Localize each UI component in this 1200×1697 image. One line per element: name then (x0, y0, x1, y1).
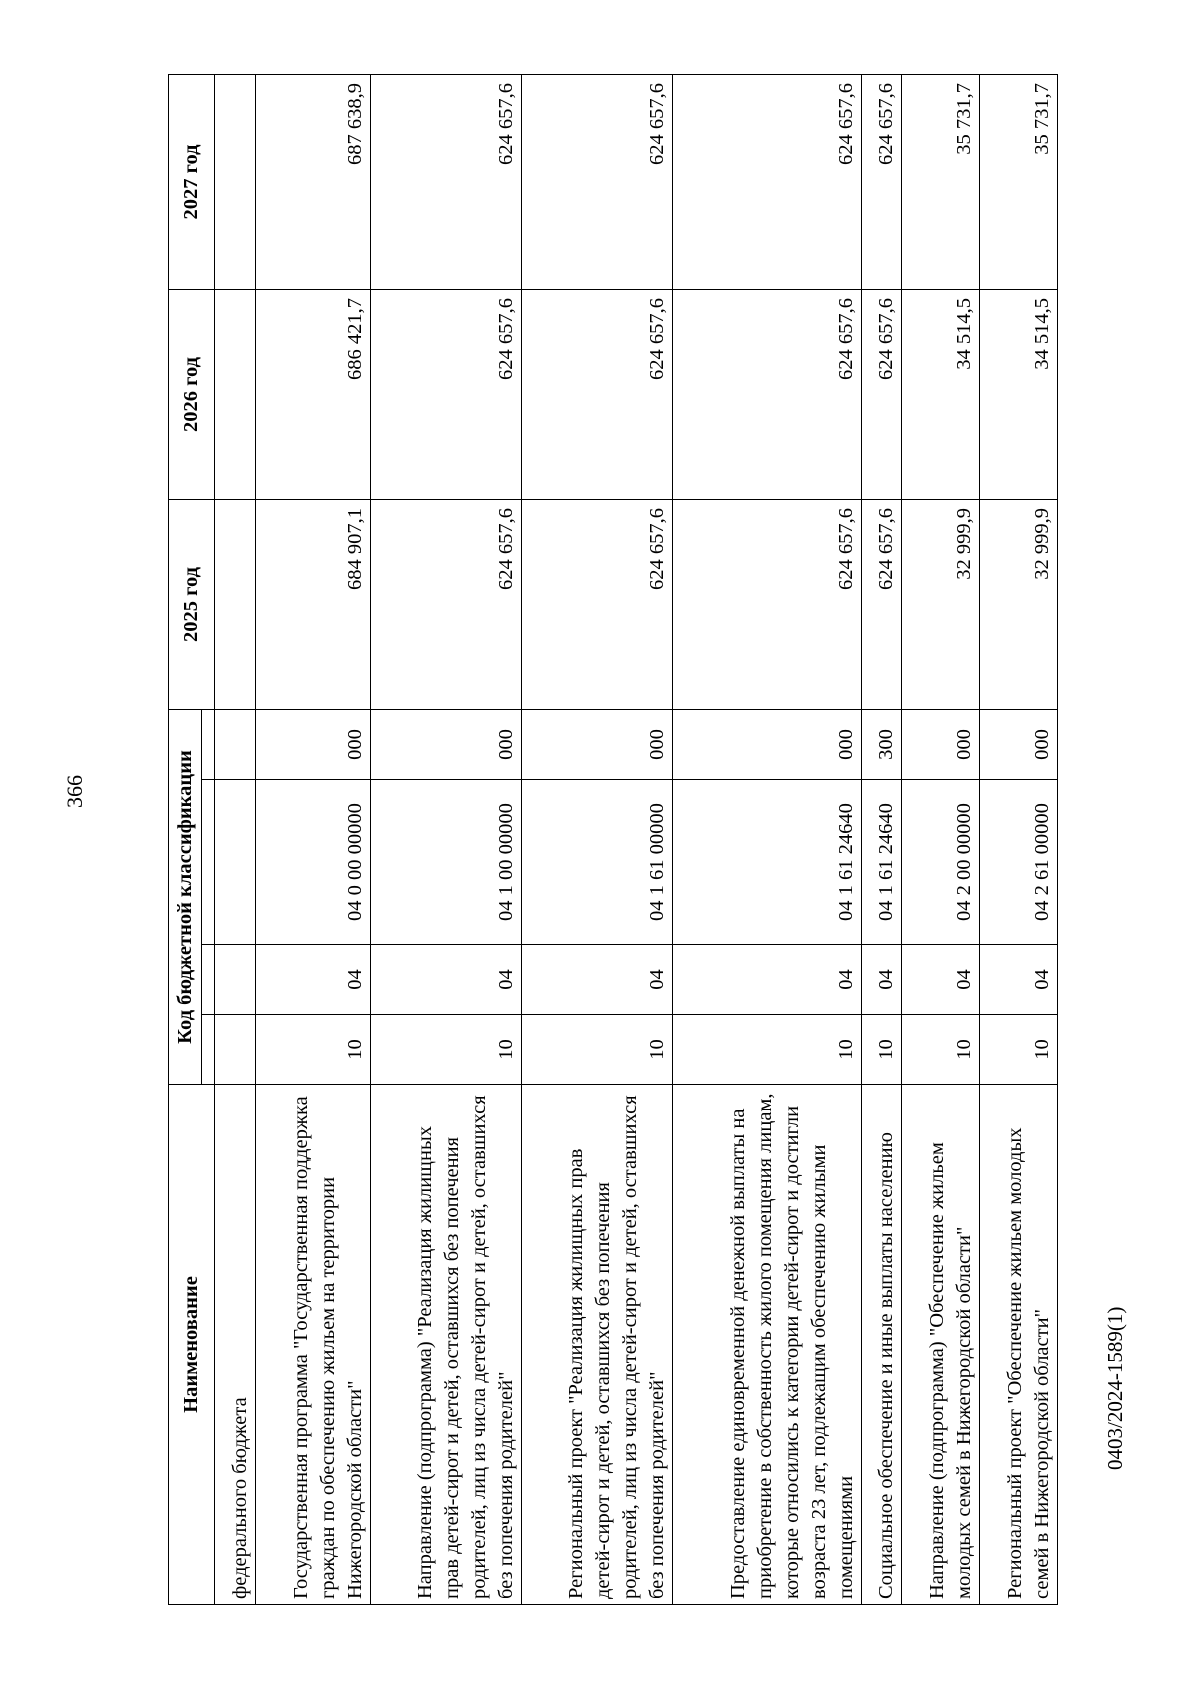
cell-subsection: 04 (370, 945, 521, 1015)
cell-expense-type: 000 (980, 709, 1058, 779)
table-row (902, 74, 980, 1604)
cell-subsection: 04 (861, 945, 902, 1015)
table-row (673, 74, 861, 1604)
cell-2026: 686 421,7 (255, 289, 370, 499)
cell-section: 10 (980, 1015, 1058, 1085)
cell-2025: 684 907,1 (255, 499, 370, 709)
cell-2027: 624 657,6 (370, 74, 521, 289)
cell-target-article: 04 1 61 24640 (861, 780, 902, 945)
subheader-cell (202, 1015, 215, 1085)
cell-subsection: 04 (673, 945, 861, 1015)
cell-2027: 624 657,6 (861, 74, 902, 289)
cell-expense-type: 300 (861, 709, 902, 779)
cell-empty (215, 1015, 256, 1085)
table-row (370, 74, 521, 1604)
cell-2025: 624 657,6 (673, 499, 861, 709)
document-code: 0403/2024-1589(1) (1103, 1306, 1127, 1470)
cell-2025: 624 657,6 (861, 499, 902, 709)
table-header-row (169, 74, 202, 1604)
page-number: 366 (62, 775, 87, 808)
cell-empty (215, 74, 256, 289)
cell-target-article: 04 1 00 00000 (370, 780, 521, 945)
cell-section: 10 (255, 1015, 370, 1085)
cell-target-article: 04 2 61 00000 (980, 780, 1058, 945)
subheader-cell (202, 780, 215, 945)
cell-2025: 32 999,9 (980, 499, 1058, 709)
cell-subsection: 04 (980, 945, 1058, 1015)
cell-2027: 624 657,6 (521, 74, 672, 289)
cell-name: Направление (подпрограмма) "Реализация жилищных прав детей-сирот и детей, оставшихся без попечения родителей, лиц из числа детей-сирот и детей, оставшихся без попечения родителей" (370, 1085, 521, 1605)
cell-2026: 34 514,5 (902, 289, 980, 499)
budget-table (168, 74, 1058, 1605)
cell-empty (215, 709, 256, 779)
cell-name: Региональный проект "Обеспечение жильем молодых семей в Нижегородской области" (980, 1085, 1058, 1605)
table-row-continuation (215, 74, 256, 1604)
subheader-cell (202, 709, 215, 779)
header-code-group: Код бюджетной классификации (169, 709, 202, 1084)
cell-empty (215, 289, 256, 499)
cell-empty (215, 780, 256, 945)
table-row (861, 74, 902, 1604)
header-2027: 2027 год (169, 74, 215, 289)
header-2026: 2026 год (169, 289, 215, 499)
cell-2027: 35 731,7 (902, 74, 980, 289)
cell-expense-type: 000 (902, 709, 980, 779)
cell-subsection: 04 (255, 945, 370, 1015)
cell-section: 10 (902, 1015, 980, 1085)
cell-target-article: 04 0 00 00000 (255, 780, 370, 945)
cell-2026: 624 657,6 (861, 289, 902, 499)
cell-target-article: 04 1 61 00000 (521, 780, 672, 945)
cell-name: Предоставление единовременной денежной выплаты на приобретение в собственность жилого помещения лицам, которые относились к категории детей-сирот и достигли возраста 23 лет, подлежащим обеспечению жилыми помещениями (673, 1085, 861, 1605)
cell-name: Социальное обеспечение и иные выплаты населению (861, 1085, 902, 1605)
cell-expense-type: 000 (255, 709, 370, 779)
cell-section: 10 (370, 1015, 521, 1085)
cell-2025: 624 657,6 (521, 499, 672, 709)
cell-section: 10 (521, 1015, 672, 1085)
cell-name: Региональный проект "Реализация жилищных прав детей-сирот и детей, оставшихся без попечения родителей, лиц из числа детей-сирот и детей, оставшихся без попечения родителей" (521, 1085, 672, 1605)
cell-2025: 32 999,9 (902, 499, 980, 709)
cell-subsection: 04 (902, 945, 980, 1015)
table-row (521, 74, 672, 1604)
cell-2027: 687 638,9 (255, 74, 370, 289)
cell-expense-type: 000 (370, 709, 521, 779)
cell-expense-type: 000 (521, 709, 672, 779)
cell-2026: 34 514,5 (980, 289, 1058, 499)
cell-2026: 624 657,6 (521, 289, 672, 499)
cell-subsection: 04 (521, 945, 672, 1015)
table-row (255, 74, 370, 1604)
cell-2026: 624 657,6 (673, 289, 861, 499)
cell-expense-type: 000 (673, 709, 861, 779)
cell-2025: 624 657,6 (370, 499, 521, 709)
cell-2027: 624 657,6 (673, 74, 861, 289)
cell-empty (215, 945, 256, 1015)
cell-name: федерального бюджета (215, 1085, 256, 1605)
budget-table-container (168, 75, 1058, 1605)
subheader-cell (202, 945, 215, 1015)
cell-section: 10 (861, 1015, 902, 1085)
cell-name: Направление (подпрограмма) "Обеспечение жильем молодых семей в Нижегородской области" (902, 1085, 980, 1605)
table-row (980, 74, 1058, 1604)
cell-2027: 35 731,7 (980, 74, 1058, 289)
cell-name: Государственная программа "Государственная поддержка граждан по обеспечению жильем на территории Нижегородской области" (255, 1085, 370, 1605)
header-2025: 2025 год (169, 499, 215, 709)
cell-section: 10 (673, 1015, 861, 1085)
cell-2026: 624 657,6 (370, 289, 521, 499)
cell-target-article: 04 1 61 24640 (673, 780, 861, 945)
cell-target-article: 04 2 00 00000 (902, 780, 980, 945)
header-name: Наименование (169, 1085, 215, 1605)
cell-empty (215, 499, 256, 709)
